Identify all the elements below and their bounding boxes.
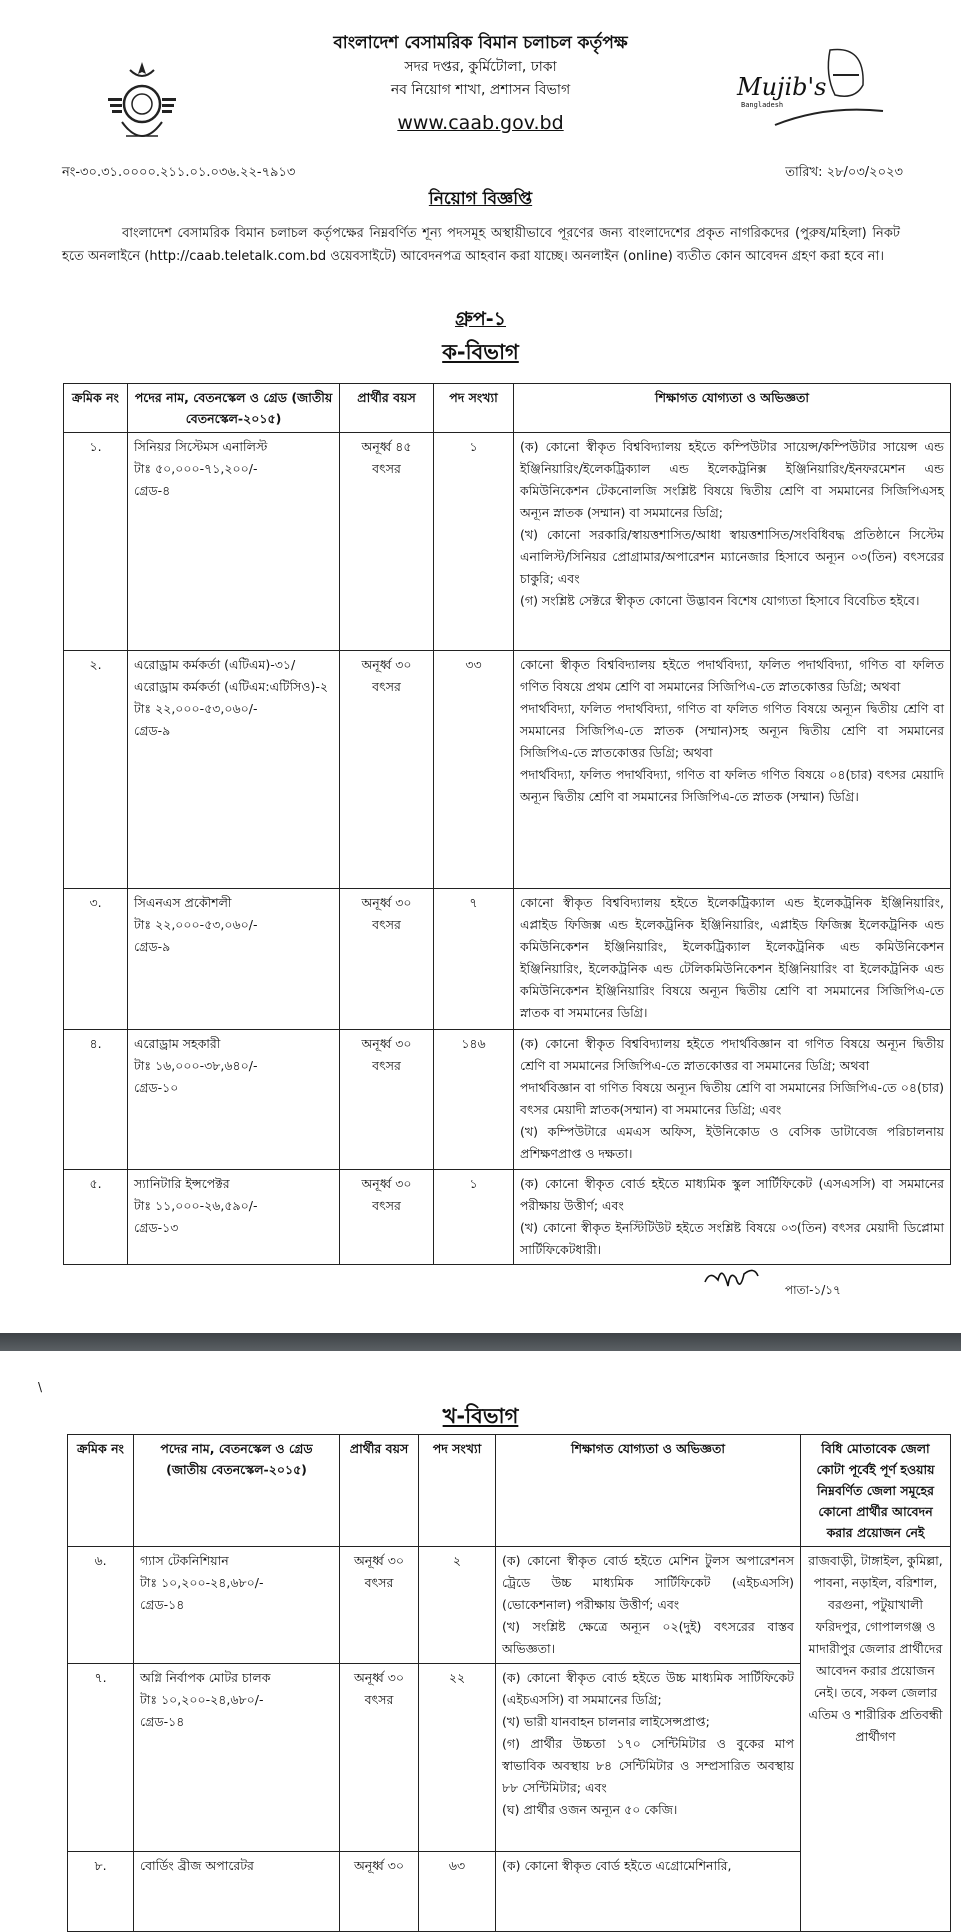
qualification-item: (ক) কোনো স্বীকৃত বোর্ড হইতে মেশিন টুলস অপারেশনস ট্রেডে উচ্চ মাধ্যমিক সার্টিফিকেট (এইচএসসি) (ভোকেশনাল) পরীক্ষায় উত্তীর্ণ; এবং [502,1553,794,1612]
serial-cell: ৭. [68,1664,134,1852]
table-row [68,1547,951,1664]
grade: গ্রেড-৪ [134,483,171,498]
table-row [64,433,951,651]
qualification-item: পদার্থবিদ্যা, ফলিত পদার্থবিদ্যা, গণিত বা ফলিত গণিত বিষয়ে ০৪(চার) বৎসর মেয়াদি অন্যূন দ্বিতীয় শ্রেণি বা সমমানের সিজিপিএ-তে স্নাতক (সম্মান) ডিগ্রি। [520,767,944,804]
qualification-item: (ঘ) প্রার্থীর ওজন অন্যূন ৫০ কেজি। [502,1802,678,1817]
section-ka-table [63,383,951,1265]
posts-cell: ৩৩ [434,651,514,889]
grade: গ্রেড-১৪ [140,1597,185,1612]
qualification-item: (খ) কম্পিউটারে এমএস অফিস, ইউনিকোড ও বেসিক ডাটাবেজ পরিচালনায় প্রশিক্ষণপ্রাপ্ত ও দক্ষতা। [520,1124,944,1161]
serial-cell: ৪. [64,1030,128,1170]
posts-cell: ১ [434,433,514,651]
qualification-item: (খ) কোনো সরকারি/স্বায়ত্তশাসিত/আধা স্বায়ত্তশাসিত/সংবিধিবদ্ধ প্রতিষ্ঠানে সিস্টেম এনালিস্ট/সিনিয়র প্রোগ্রামার/অপারেশন ম্যানেজার হিসাবে অন্যূন ০৩(তিন) বৎসরের চাকুরি; এবং [520,527,944,586]
svg-text:Bangladesh: Bangladesh [741,101,784,109]
col-header-qualification: শিক্ষাগত যোগ্যতা ও অভিজ্ঞতা [514,384,951,433]
pay-scale: টাঃ ১০,২০০-২৪,৬৮০/- [140,1692,264,1707]
page-separator [0,1333,961,1351]
grade: গ্রেড-৯ [134,939,171,954]
posts-cell: ৬৩ [419,1852,496,1932]
post-cell [134,1547,340,1664]
pay-scale: টাঃ ১৬,০০০-৩৮,৬৪০/- [134,1058,258,1073]
table-header-row [64,384,951,433]
grade: গ্রেড-১০ [134,1080,179,1095]
qualification-item: (খ) ভারী যানবাহন চালনার লাইসেন্সপ্রাপ্ত; [502,1714,710,1729]
qualification-cell [496,1547,801,1664]
post-cell [134,1664,340,1852]
post-name: গ্যাস টেকনিশিয়ান [140,1553,229,1568]
grade: গ্রেড-১৩ [134,1220,179,1235]
post-cell [134,1852,340,1932]
org-address: সদর দপ্তর, কুর্মিটোলা, ঢাকা [404,59,557,75]
qualification-item: (ক) কোনো স্বীকৃত বিশ্ববিদ্যালয় হইতে কম্পিউটার সায়েন্স/কম্পিউটার সায়েন্স এন্ড ইঞ্জিনিয়ারিং/ইলেকট্রিক্যাল এন্ড ইলেকট্রনিক্স ইঞ্জিনিয়ারিং/ইনফরমেশন এন্ড কমিউনিকেশন টেকনোলজি সংশ্লিষ্ট বিষয়ে দ্বিতীয় শ্রেণি বা সমমানের সিজিপিএসহ অন্যূন স্নাতক (সম্মান) বা সমমানের ডিগ্রি; [520,439,944,520]
post-name: এরোড্রাম সহকারী [134,1036,221,1051]
section-kha-title: খ-বিভাগ [442,1404,519,1428]
col-header-post: পদের নাম, বেতনস্কেল ও গ্রেড (জাতীয় বেতনস্কেল-২০১৫) [134,1435,340,1547]
table-row [64,651,951,889]
col-header-age: প্রার্থীর বয়স [340,384,434,433]
posts-cell: ২২ [419,1664,496,1852]
table-row [64,1030,951,1170]
qualification-item: (ক) কোনো স্বীকৃত বিশ্ববিদ্যালয় হইতে পদার্থবিজ্ঞান বা গণিত বিষয়ে অন্যূন দ্বিতীয় শ্রেণি বা সমমানের সিজিপিএ-তে স্নাতকোত্তর বা সমমানের ডিগ্রি; অথবা [520,1036,944,1073]
qualification-cell [514,651,951,889]
pay-scale: টাঃ ১১,০০০-২৬,৫৯০/- [134,1198,258,1213]
qualification-item: (ক) কোনো স্বীকৃত বোর্ড হইতে উচ্চ মাধ্যমিক সার্টিফিকেট (এইচএসসি) বা সমমানের ডিগ্রি; [502,1670,794,1707]
qualification-item: পদার্থবিদ্যা, ফলিত পদার্থবিদ্যা, গণিত বা ফলিত গণিত বিষয়ে অন্যূন দ্বিতীয় শ্রেণি বা সমমানের সিজিপিএ-তে স্নাতক (সম্মান)সহ অন্যূন দ্বিতীয় শ্রেণি বা সমমানের সিজিপিএ-তে স্নাতকোত্তর ডিগ্রি; অথবা [520,701,944,760]
post-cell [128,651,340,889]
table-header-row [68,1435,951,1547]
post-name: বোর্ডিং ব্রীজ অপারেটর [140,1858,254,1873]
pay-scale: টাঃ ২২,০০০-৫৩,০৬০/- [134,701,258,716]
col-header-serial: ক্রমিক নং [68,1435,134,1547]
grade: গ্রেড-১৪ [140,1714,185,1729]
page-number: পাতা-১/১৭ [785,1283,841,1297]
scan-mark: \ [38,1380,43,1394]
org-branch: নব নিয়োগ শাখা, প্রশাসন বিভাগ [390,82,571,98]
post-cell [128,889,340,1030]
website-link[interactable]: www.caab.gov.bd [397,112,564,134]
qualification-item: (গ) প্রার্থীর উচ্চতা ১৭০ সেন্টিমিটার ও বুকের মাপ স্বাভাবিক অবস্থায় ৮৪ সেন্টিমিটার ও সম্প্রসারিত অবস্থায় ৮৮ সেন্টিমিটার; এবং [502,1736,794,1795]
age-cell: অনূর্ধ্ব ৩০ [340,1852,419,1932]
serial-cell: ২. [64,651,128,889]
serial-cell: ৬. [68,1547,134,1664]
post-name: সিএনএস প্রকৌশলী [134,895,232,910]
post-cell [128,433,340,651]
qualification-item: (ক) কোনো স্বীকৃত বোর্ড হইতে মাধ্যমিক স্কুল সার্টিফিকেট (এসএসসি) বা সমমানের পরীক্ষায় উত্তীর্ণ; এবং [520,1176,944,1213]
age-cell: অনূর্ধ্ব ৩০ বৎসর [340,1170,434,1265]
pay-scale: টাঃ ১০,২০০-২৪,৬৮০/- [140,1575,264,1590]
col-header-serial: ক্রমিক নং [64,384,128,433]
col-header-district-quota: বিধি মোতাবেক জেলা কোটা পূর্বেই পূর্ণ হওয়ায় নিম্নবর্ণিত জেলা সমূহের কোনো প্রার্থীর আবেদন করার প্রয়োজন নেই [801,1435,951,1547]
qualification-item: কোনো স্বীকৃত বিশ্ববিদ্যালয় হইতে পদার্থবিদ্যা, ফলিত পদার্থবিদ্যা, গণিত বা ফলিত গণিত বিষয়ে প্রথম শ্রেণি বা সমমানের সিজিপিএ-তে স্নাতকোত্তর ডিগ্রি; অথবা [520,657,944,694]
section-kha-table [67,1434,951,1932]
qualification-item: (খ) কোনো স্বীকৃত ইনস্টিটিউট হইতে সংশ্লিষ্ট বিষয়ে ০৩(তিন) বৎসর মেয়াদী ডিপ্লোমা সার্টিফিকেটধারী। [520,1220,944,1257]
post-name: অগ্নি নির্বাপক মোটর চালক [140,1670,271,1685]
table-row [64,889,951,1030]
svg-text:Mujib's: Mujib's [737,73,827,101]
col-header-post: পদের নাম, বেতনস্কেল ও গ্রেড (জাতীয় বেতনস্কেল-২০১৫) [128,384,340,433]
posts-cell: ১ [434,1170,514,1265]
serial-cell: ৩. [64,889,128,1030]
mujibs-bangladesh-logo [735,45,885,130]
qualification-item: পদার্থবিজ্ঞান বা গণিত বিষয়ে অন্যূন দ্বিতীয় শ্রেণি বা সমমানের সিজিপিএ-তে ০৪(চার) বৎসর মেয়াদী স্নাতক(সম্মান) বা সমমানের ডিগ্রি; এবং [520,1080,944,1117]
grade: গ্রেড-৯ [134,723,171,738]
intro-text: বাংলাদেশ বেসামরিক বিমান চলাচল কর্তৃপক্ষের নিম্নবর্ণিত শূন্য পদসমূহ অস্থায়ীভাবে পূরণের জন্য বাংলাদেশের প্রকৃত নাগরিকদের (পুরুষ/মহিলা) নিকট হতে অনলাইনে (http://caab.teletalk.com.bd ওয়েবসাইটে) আবেদনপত্র আহবান করা যাচ্ছে। অনলাইন (online) ব্যতীত কোন আবেদন গ্রহণ করা হবে না। [62,226,900,264]
qualification-item: (খ) সংশ্লিষ্ট ক্ষেত্রে অন্যূন ০২(দুই) বৎসরের বাস্তব অভিজ্ঞতা। [502,1619,794,1656]
notice-date: তারিখ: ২৮/০৩/২০২৩ [785,165,903,180]
qualification-cell [496,1852,801,1932]
age-cell: অনূর্ধ্ব ৩০ বৎসর [340,1030,434,1170]
intro-paragraph [62,222,900,268]
col-header-posts: পদ সংখ্যা [434,384,514,433]
qualification-cell [496,1664,801,1852]
district-quota-cell: রাজবাড়ী, টাঙ্গাইল, কুমিল্লা, পাবনা, নড়াইল, বরিশাল, বরগুনা, পটুয়াখালী ফরিদপুর, গোপালগঞ্জ ও মাদারীপুর জেলার প্রার্থীদের আবেদন করার প্রয়োজন নেই। তবে, সকল জেলার এতিম ও শারীরিক প্রতিবন্ধী প্রার্থীগণ [801,1547,951,1932]
qualification-item: কোনো স্বীকৃত বিশ্ববিদ্যালয় হইতে ইলেকট্রিক্যাল এন্ড ইলেকট্রনিক ইঞ্জিনিয়ারিং, এপ্লাইড ফিজিক্স এন্ড ইলেকট্রনিক ইঞ্জিনিয়ারিং, এপ্লাইড ফিজিক্স ইলেকট্রনিক এন্ড কমিউনিকেশন ইঞ্জিনিয়ারিং, ইলেকট্রিক্যাল ইলেকট্রনিক এন্ড কমিউনিকেশন ইঞ্জিনিয়ারিং, ইলেকট্রনিক এন্ড টেলিকমিউনিকেশন ইঞ্জিনিয়ারিং বা ইলেকট্রনিক এন্ড কমিউনিকেশন ইঞ্জিনিয়ারিং বিষয়ে অন্যূন দ্বিতীয় শ্রেণি বা সমমানের সিজিপিএ-তে স্নাতক বা সমমানের ডিগ্রি। [520,895,944,1020]
serial-cell: ১. [64,433,128,651]
org-name: বাংলাদেশ বেসামরিক বিমান চলাচল কর্তৃপক্ষ [333,33,628,53]
post-name: এরোড্রাম কর্মকর্তা (এটিএম)-৩১/ এরোড্রাম কর্মকর্তা (এটিএম:এটিসিও)-২ [134,657,329,694]
age-cell: অনূর্ধ্ব ৩০ বৎসর [340,1664,419,1852]
pay-scale: টাঃ ৫০,০০০-৭১,২০০/- [134,461,258,476]
posts-cell: ৭ [434,889,514,1030]
post-name: স্যানিটারি ইন্সপেক্টর [134,1176,230,1191]
age-cell: অনূর্ধ্ব ৩০ বৎসর [340,1547,419,1664]
post-cell [128,1170,340,1265]
qualification-cell [514,889,951,1030]
serial-cell: ৫. [64,1170,128,1265]
signature [700,1262,760,1302]
reference-number: নং-৩০.৩১.০০০০.২১১.০১.০৩৬.২২-৭৯১৩ [62,165,296,180]
serial-cell: ৮. [68,1852,134,1932]
qualification-cell [514,1030,951,1170]
col-header-posts: পদ সংখ্যা [419,1435,496,1547]
post-cell [128,1030,340,1170]
notice-title: নিয়োগ বিজ্ঞপ্তি [428,189,533,209]
pay-scale: টাঃ ২২,০০০-৫৩,০৬০/- [134,917,258,932]
post-name: সিনিয়র সিস্টেমস এনালিস্ট [134,439,268,454]
qualification-cell [514,1170,951,1265]
table-row [64,1170,951,1265]
age-cell: অনূর্ধ্ব ৩০ বৎসর [340,651,434,889]
col-header-qualification: শিক্ষাগত যোগ্যতা ও অভিজ্ঞতা [496,1435,801,1547]
col-header-age: প্রার্থীর বয়স [340,1435,419,1547]
posts-cell: ১৪৬ [434,1030,514,1170]
qualification-item: (ক) কোনো স্বীকৃত বোর্ড হইতে এগ্রোমেশিনারি, [502,1858,732,1873]
group-title: গ্রুপ-১ [454,308,507,330]
posts-cell: ২ [419,1547,496,1664]
qualification-cell [514,433,951,651]
qualification-item: (গ) সংশ্লিষ্ট সেক্টরে স্বীকৃত কোনো উদ্ভাবন বিশেষ যোগ্যতা হিসাবে বিবেচিত হইবে। [520,593,920,608]
section-ka-title: ক-বিভাগ [442,340,519,364]
age-cell: অনূর্ধ্ব ৩০ বৎসর [340,889,434,1030]
age-cell: অনূর্ধ্ব ৪৫ বৎসর [340,433,434,651]
